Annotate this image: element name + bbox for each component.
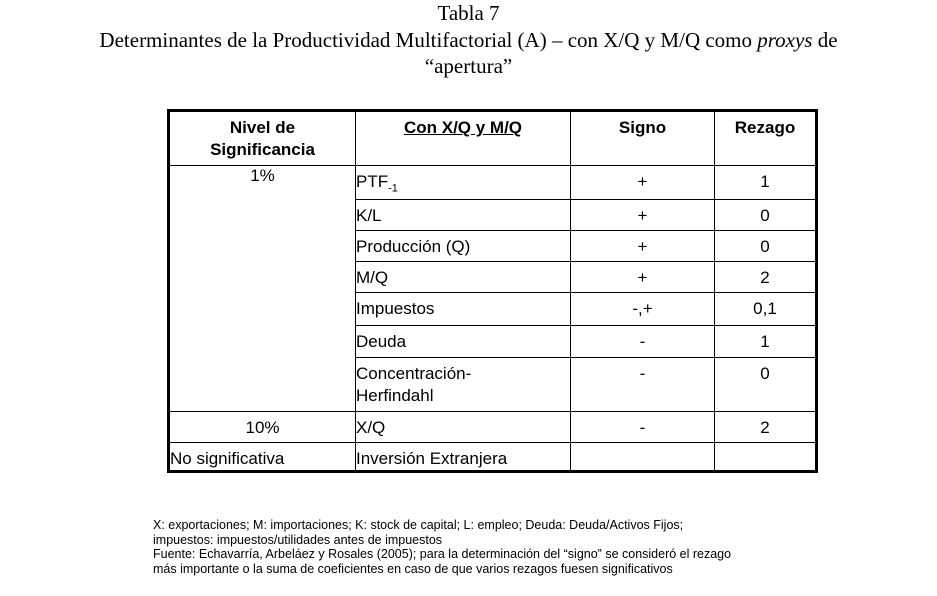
- row-var: [356, 358, 571, 412]
- table-title-line2: “apertura”: [424, 54, 513, 78]
- header-nivel-line2: Significancia: [210, 140, 315, 159]
- row-rezago: [715, 412, 817, 443]
- row-rezago: [715, 443, 817, 472]
- row-rezago-text: 2: [760, 268, 770, 288]
- table-title-part-a: Determinantes de la Productividad Multifactorial (A) – con X/Q y M/Q como: [99, 28, 758, 52]
- notes-line1: X: exportaciones; M: importaciones; K: stock de capital; L: empleo; Deuda: Deuda/Activos Fijos;: [153, 518, 684, 532]
- row-var: [356, 412, 571, 443]
- row-rezago: [715, 231, 817, 262]
- level-1pct: 1%: [169, 166, 356, 412]
- row-rezago-text: 0: [760, 364, 770, 384]
- row-signo-text: +: [637, 268, 648, 288]
- row-var-line1: Concentración-: [356, 364, 472, 384]
- row-var: [356, 443, 571, 472]
- row-rezago: [715, 200, 817, 231]
- row-rezago: [715, 166, 817, 200]
- row-signo-text: +: [637, 237, 648, 257]
- table-row: [169, 412, 817, 443]
- row-signo-text: -: [639, 332, 646, 352]
- row-var-line2: Herfindahl: [356, 386, 434, 406]
- table-notes: [153, 518, 731, 576]
- row-var-text: M/Q: [356, 268, 389, 288]
- row-rezago-text: 1: [760, 172, 770, 191]
- row-signo-text: -: [639, 418, 646, 438]
- row-var: [356, 231, 571, 262]
- row-rezago-text: 0: [760, 237, 770, 257]
- header-signo: Signo: [571, 111, 715, 166]
- row-rezago-text: 2: [760, 418, 770, 438]
- row-rezago-text: [715, 443, 815, 448]
- row-signo: [571, 262, 715, 293]
- table-title-italic: proxys: [757, 28, 813, 52]
- row-var-text: X/Q: [356, 418, 386, 438]
- row-var: [356, 166, 571, 200]
- table-row: [169, 443, 817, 472]
- row-signo: [571, 443, 715, 472]
- row-signo: [571, 293, 715, 326]
- row-var-text: Inversión Extranjera: [356, 449, 508, 469]
- header-variable: Con X/Q y M/Q: [356, 111, 571, 166]
- table-row: [169, 166, 817, 200]
- row-var: [356, 293, 571, 326]
- level-10pct-text: 10%: [245, 418, 280, 438]
- row-var: [356, 326, 571, 358]
- row-rezago: [715, 262, 817, 293]
- row-signo: [571, 231, 715, 262]
- row-signo-text: -: [639, 364, 646, 384]
- row-signo-text: [571, 443, 714, 448]
- row-var-text: Deuda: [356, 332, 407, 352]
- row-signo: [571, 412, 715, 443]
- row-rezago-text: 1: [760, 332, 770, 352]
- level-ns: [169, 443, 356, 472]
- row-rezago-text: 0,1: [753, 299, 777, 319]
- row-var: [356, 262, 571, 293]
- row-signo: [571, 358, 715, 412]
- table-title-line1: [0, 27, 937, 53]
- row-signo: [571, 326, 715, 358]
- row-signo-text: -,+: [632, 299, 653, 319]
- row-rezago: [715, 293, 817, 326]
- notes-line4: más importante o la suma de coeficientes en caso de que varios rezagos fuesen significativos: [153, 561, 673, 576]
- determinants-table: [167, 109, 818, 473]
- header-nivel-line1: Nivel de: [229, 118, 296, 137]
- table-label: Tabla 7: [437, 1, 500, 25]
- row-rezago: [715, 326, 817, 358]
- row-var-subscript: -1: [388, 182, 398, 195]
- table-title-part-b: de: [812, 28, 838, 52]
- row-signo-text: +: [637, 206, 648, 226]
- row-var-text: K/L: [356, 206, 382, 226]
- row-signo-text: +: [637, 172, 648, 191]
- row-var-text: PTF: [356, 172, 389, 191]
- level-10pct: [169, 412, 356, 443]
- row-var-text: Producción (Q): [356, 237, 471, 257]
- row-rezago-text: 0: [760, 206, 770, 226]
- level-ns-text: No significativa: [170, 449, 285, 469]
- row-signo: [571, 200, 715, 231]
- table-header-row: [169, 111, 817, 166]
- row-var: [356, 200, 571, 231]
- row-signo: [571, 166, 715, 200]
- notes-line2: impuestos: impuestos/utilidades antes de impuestos: [153, 532, 443, 547]
- header-rezago: Rezago: [715, 111, 817, 166]
- notes-line3: Fuente: Echavarría, Arbeláez y Rosales (2005); para la determinación del “signo” se consideró el rezago: [153, 547, 732, 561]
- header-nivel: [169, 111, 356, 166]
- row-var-text: Impuestos: [356, 299, 435, 319]
- row-rezago: [715, 358, 817, 412]
